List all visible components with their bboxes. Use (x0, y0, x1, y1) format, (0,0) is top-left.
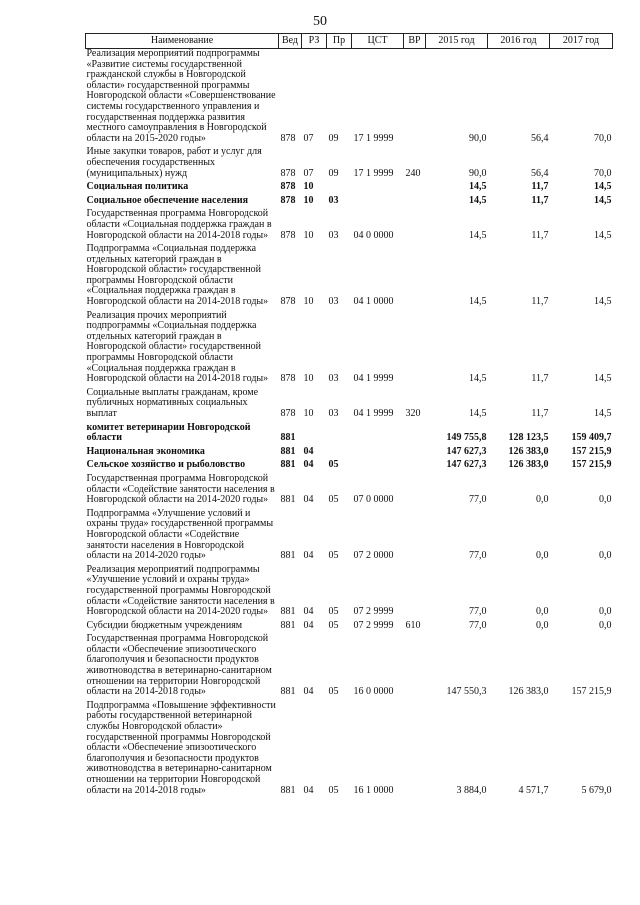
cell-vr (404, 193, 426, 207)
cell-ved: 878 (280, 373, 296, 385)
cell-pr: 05 (328, 686, 339, 698)
cell-2017: 70,0 (594, 167, 612, 179)
cell-vr (404, 179, 426, 193)
cell-name: Социальное обеспечение населения (86, 194, 249, 206)
cell-2016: 126 383,0 (508, 686, 549, 698)
cell-rz: 04 (303, 459, 314, 471)
cell-2017: 14,5 (594, 181, 612, 193)
cell-2017: 5 679,0 (581, 784, 612, 796)
cell-cst (352, 444, 404, 458)
table-row (86, 193, 613, 207)
cell-name: Национальная экономика (86, 445, 205, 457)
cell-name: Сельское хозяйство и рыболовство (86, 459, 246, 471)
cell-2016: 0,0 (536, 550, 549, 562)
cell-cst: 04 0 0000 (353, 229, 394, 241)
header-year-2015: 2015 год (426, 34, 488, 49)
cell-2015: 147 550,3 (446, 686, 487, 698)
cell-ved: 881 (280, 784, 296, 796)
cell-ved: 878 (280, 194, 296, 206)
cell-vr (404, 206, 426, 241)
cell-2015: 14,5 (469, 229, 487, 241)
cell-cst: 04 1 9999 (353, 373, 394, 385)
table-row (86, 631, 613, 698)
header-vr: ВР (404, 34, 426, 49)
cell-2015: 77,0 (469, 550, 487, 562)
cell-2017: 0,0 (599, 494, 612, 506)
cell-vr: 240 (405, 167, 421, 179)
cell-ved: 881 (280, 459, 296, 471)
cell-ved: 881 (280, 606, 296, 618)
table-row (86, 241, 613, 308)
cell-2015: 14,5 (469, 373, 487, 385)
cell-2016: 56,4 (531, 167, 549, 179)
cell-pr: 05 (328, 606, 339, 618)
cell-2016: 56,4 (531, 132, 549, 144)
cell-rz: 10 (303, 194, 314, 206)
cell-2015: 14,5 (469, 408, 487, 419)
cell-pr: 09 (328, 167, 339, 179)
cell-name: Иные закупки товаров, работ и услуг для обеспечения государственных (муниципальных) нужд (86, 146, 262, 179)
cell-2016: 0,0 (536, 619, 549, 631)
cell-rz: 04 (303, 784, 314, 796)
cell-2015: 14,5 (469, 296, 487, 308)
cell-ved: 878 (280, 132, 296, 144)
cell-ved: 878 (280, 181, 296, 193)
cell-cst: 04 1 0000 (353, 296, 394, 308)
cell-vr (404, 506, 426, 562)
table-row (86, 206, 613, 241)
cell-2017: 157 215,9 (571, 459, 612, 471)
cell-rz: 04 (303, 494, 314, 506)
table-row (86, 562, 613, 618)
cell-cst: 17 1 9999 (353, 167, 394, 179)
table-row (86, 444, 613, 458)
cell-cst: 07 2 9999 (353, 619, 394, 631)
cell-2016: 0,0 (536, 606, 549, 618)
cell-vr (404, 698, 426, 796)
table-row (86, 506, 613, 562)
cell-ved: 881 (280, 494, 296, 506)
cell-ved: 878 (280, 408, 296, 419)
cell-pr: 05 (328, 784, 339, 796)
cell-cst (352, 420, 404, 444)
cell-ved: 881 (280, 445, 296, 457)
cell-2016: 11,7 (531, 296, 549, 308)
cell-vr (404, 241, 426, 308)
cell-2015: 147 627,3 (446, 445, 487, 457)
cell-2017: 157 215,9 (571, 445, 612, 457)
table-row (86, 179, 613, 193)
cell-rz: 04 (303, 550, 314, 562)
table-row (86, 457, 613, 471)
cell-rz: 10 (303, 408, 314, 419)
cell-2017: 14,5 (594, 296, 612, 308)
cell-cst (352, 193, 404, 207)
cell-vr (404, 420, 426, 444)
cell-name: Государственная программа Новгородской области «Социальная поддержка граждан в Новгородской области на 2014-2018 годы» (86, 208, 272, 241)
page-number: 50 (313, 14, 327, 29)
cell-rz: 07 (303, 167, 314, 179)
cell-cst: 04 1 9999 (353, 408, 394, 419)
cell-2016: 11,7 (531, 194, 549, 206)
cell-name: Социальные выплаты гражданам, кроме публичных нормативных социальных выплат (86, 386, 259, 419)
budget-table (85, 33, 613, 796)
cell-rz (302, 420, 327, 444)
cell-2015: 14,5 (469, 194, 487, 206)
cell-2017: 14,5 (594, 194, 612, 206)
cell-pr: 05 (328, 494, 339, 506)
table-row (86, 698, 613, 796)
header-year-2016: 2016 год (488, 34, 550, 49)
cell-2015: 90,0 (469, 167, 487, 179)
cell-ved: 878 (280, 296, 296, 308)
cell-ved: 881 (280, 432, 296, 444)
cell-vr (404, 631, 426, 698)
cell-pr: 05 (328, 550, 339, 562)
cell-cst: 07 2 0000 (353, 550, 394, 562)
cell-rz: 04 (303, 445, 314, 457)
cell-2016: 11,7 (531, 373, 549, 385)
cell-name: комитет ветеринарии Новгородской области (86, 421, 251, 444)
cell-2015: 149 755,8 (446, 432, 487, 444)
cell-2015: 14,5 (469, 181, 487, 193)
cell-ved: 881 (280, 619, 296, 631)
header-cst: ЦСТ (352, 34, 404, 49)
cell-2015: 77,0 (469, 494, 487, 506)
cell-vr (404, 471, 426, 506)
cell-vr (404, 444, 426, 458)
cell-2017: 14,5 (594, 408, 612, 419)
cell-pr (327, 420, 352, 444)
cell-2016: 128 123,5 (508, 432, 549, 444)
header-pr: Пр (327, 34, 352, 49)
table-header (86, 34, 613, 49)
cell-pr: 05 (328, 459, 339, 471)
cell-2016: 4 571,7 (518, 784, 549, 796)
cell-2015: 77,0 (469, 619, 487, 631)
cell-2016: 126 383,0 (508, 459, 549, 471)
cell-pr: 03 (328, 408, 339, 419)
cell-pr: 05 (328, 619, 339, 631)
header-year-2017: 2017 год (550, 34, 613, 49)
cell-name: Подпрограмма «Социальная поддержка отдельных категорий граждан в Новгородской области» государственной программы Новгородской области «Социальная поддержка граждан в Новгородской области на 2014-2018 годы» (86, 243, 269, 308)
cell-name: Социальная политика (86, 181, 189, 193)
cell-pr: 03 (328, 229, 339, 241)
cell-2015: 77,0 (469, 606, 487, 618)
cell-2016: 11,7 (531, 229, 549, 241)
cell-pr (327, 444, 352, 458)
cell-vr: 610 (405, 619, 421, 631)
cell-pr: 09 (328, 132, 339, 144)
header-rz: РЗ (302, 34, 327, 49)
cell-pr (327, 179, 352, 193)
table-row (86, 308, 613, 385)
cell-2015: 147 627,3 (446, 459, 487, 471)
table-row (86, 420, 613, 444)
cell-2017: 0,0 (599, 550, 612, 562)
cell-pr: 03 (328, 194, 339, 206)
cell-2017: 14,5 (594, 229, 612, 241)
cell-2016: 11,7 (531, 408, 549, 419)
cell-vr (404, 308, 426, 385)
cell-ved: 878 (280, 167, 296, 179)
cell-ved: 878 (280, 229, 296, 241)
cell-2015: 90,0 (469, 132, 487, 144)
cell-cst: 07 2 9999 (353, 606, 394, 618)
header-name: Наименование (86, 34, 279, 49)
cell-name: Подпрограмма «Повышение эффективности работы государственной ветеринарной службы Новгородской области» государственной программы Новгородской области «Обеспечение эпизоотического благополучия и безопасности продуктов животноводства в ветеринарно-санитарном отношении на территории Новгородской области на 2014-2018 годы» (86, 699, 276, 796)
cell-cst (352, 457, 404, 471)
cell-vr (404, 49, 426, 145)
table-row (86, 385, 613, 420)
table-row (86, 49, 613, 145)
cell-2015: 3 884,0 (456, 784, 487, 796)
cell-rz: 10 (303, 229, 314, 241)
cell-rz: 04 (303, 606, 314, 618)
table-row (86, 618, 613, 632)
cell-ved: 881 (280, 686, 296, 698)
cell-vr (404, 562, 426, 618)
table-row (86, 471, 613, 506)
cell-2017: 14,5 (594, 373, 612, 385)
cell-name: Реализация прочих мероприятий подпрограммы «Социальная поддержка отдельных категорий граждан в Новгородской области» государственной программы Новгородской области «Социальная поддержка граждан в Новгородской области на 2014-2018 годы» (86, 309, 269, 385)
cell-name: Государственная программа Новгородской области «Обеспечение эпизоотического благополучия и безопасности продуктов животноводства в ветеринарно-санитарном отношении на территории Новгородской области на 2014-2018 годы» (86, 633, 272, 698)
cell-cst: 16 0 0000 (353, 686, 394, 698)
cell-ved: 881 (280, 550, 296, 562)
cell-pr: 03 (328, 296, 339, 308)
cell-vr (404, 457, 426, 471)
cell-rz: 04 (303, 619, 314, 631)
header-ved: Вед (279, 34, 302, 49)
cell-2017: 157 215,9 (571, 686, 612, 698)
cell-name: Государственная программа Новгородской области «Содействие занятости населения в Новгородской области на 2014-2020 годы» (86, 472, 275, 506)
cell-name: Субсидии бюджетным учреждениям (86, 619, 243, 631)
cell-2016: 126 383,0 (508, 445, 549, 457)
cell-cst: 17 1 9999 (353, 132, 394, 144)
cell-rz: 10 (303, 296, 314, 308)
cell-pr: 03 (328, 373, 339, 385)
cell-2017: 159 409,7 (571, 432, 612, 444)
cell-cst: 07 0 0000 (353, 494, 394, 506)
cell-name: Реализация мероприятий подпрограммы «Развитие системы государственной гражданской службы в Новгородской области» государственной программы Новгородской области «Совершенствование системы государственного управления и государственная поддержка развития местного самоуправления в Новгородской области на 2015-2020 годы» (86, 48, 276, 144)
cell-2017: 0,0 (599, 619, 612, 631)
cell-2017: 70,0 (594, 132, 612, 144)
cell-rz: 04 (303, 686, 314, 698)
cell-rz: 10 (303, 181, 314, 193)
table-row (86, 144, 613, 179)
cell-2017: 0,0 (599, 606, 612, 618)
cell-2016: 11,7 (531, 181, 549, 193)
cell-name: Реализация мероприятий подпрограммы «Улучшение условий и охраны труда» государственной программы Новгородской области «Содействие занятости населения в Новгородской области на 2014-2020 годы» (86, 563, 275, 618)
table-body (86, 49, 613, 797)
cell-cst (352, 179, 404, 193)
cell-vr: 320 (405, 408, 421, 419)
cell-rz: 10 (303, 373, 314, 385)
cell-cst: 16 1 0000 (353, 784, 394, 796)
cell-2016: 0,0 (536, 494, 549, 506)
cell-rz: 07 (303, 132, 314, 144)
cell-name: Подпрограмма «Улучшение условий и охраны труда» государственной программы Новгородской области «Содействие занятости населения в Новгородской области на 2014-2020 годы» (86, 507, 274, 562)
